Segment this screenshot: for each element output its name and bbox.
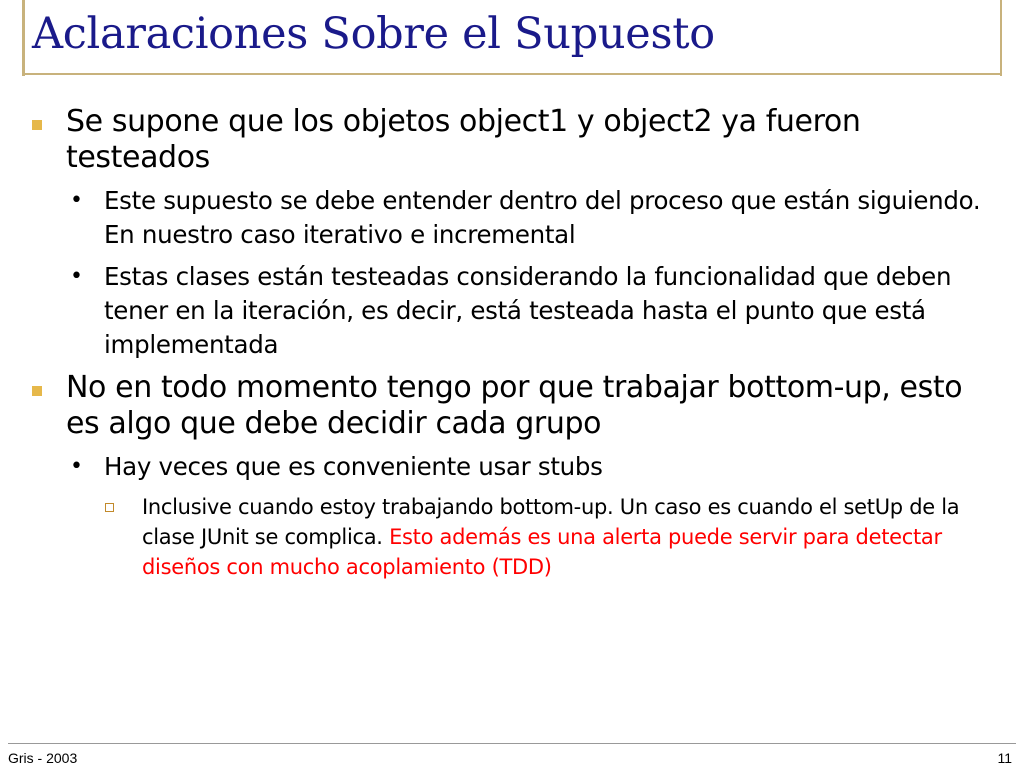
bullet-text: Inclusive cuando estoy trabajando bottom-up. Un caso es cuando el setUp de la clase JUnit se complica.	[142, 495, 960, 549]
slide-body	[0, 104, 1024, 582]
slide-title: Aclaraciones Sobre el Supuesto	[32, 9, 715, 59]
page-number: 11	[997, 750, 1012, 766]
title-right-rule	[1000, 0, 1002, 76]
dot-bullet-icon: •	[70, 188, 83, 213]
emphasis-text: Esto además es una alerta puede servir para detectar diseños con mucho acoplamiento (TDD)	[142, 525, 942, 579]
title-area	[22, 0, 1002, 76]
bullet-level2	[70, 450, 994, 484]
bullet-text: Se supone que los objetos object1 y object2 ya fueron testeados	[66, 104, 861, 175]
bullet-text: Estas clases están testeadas considerando la funcionalidad que deben tener en la iteración, es decir, está testeada hasta el punto que está implementada	[104, 262, 952, 359]
title-bottom-rule	[22, 73, 1002, 75]
dot-bullet-icon: •	[70, 264, 83, 289]
hollow-square-bullet-icon	[105, 503, 114, 512]
title-left-rule	[22, 0, 25, 76]
bullet-text: Hay veces que es conveniente usar stubs	[104, 452, 603, 481]
footer-author: Gris - 2003	[8, 750, 78, 766]
bullet-level3	[142, 492, 1002, 582]
bullet-level2	[70, 184, 994, 252]
bullet-text: Este supuesto se debe entender dentro del proceso que están siguiendo. En nuestro caso iterativo e incremental	[104, 186, 981, 249]
square-bullet-icon	[32, 120, 42, 130]
bullet-level2	[70, 260, 994, 362]
bullet-level1	[66, 104, 986, 176]
dot-bullet-icon: •	[70, 454, 83, 479]
square-bullet-icon	[32, 386, 42, 396]
footer-divider	[8, 743, 1016, 744]
bullet-level1	[66, 370, 986, 442]
bullet-text: No en todo momento tengo por que trabajar bottom-up, esto es algo que debe decidir cada grupo	[66, 370, 963, 441]
